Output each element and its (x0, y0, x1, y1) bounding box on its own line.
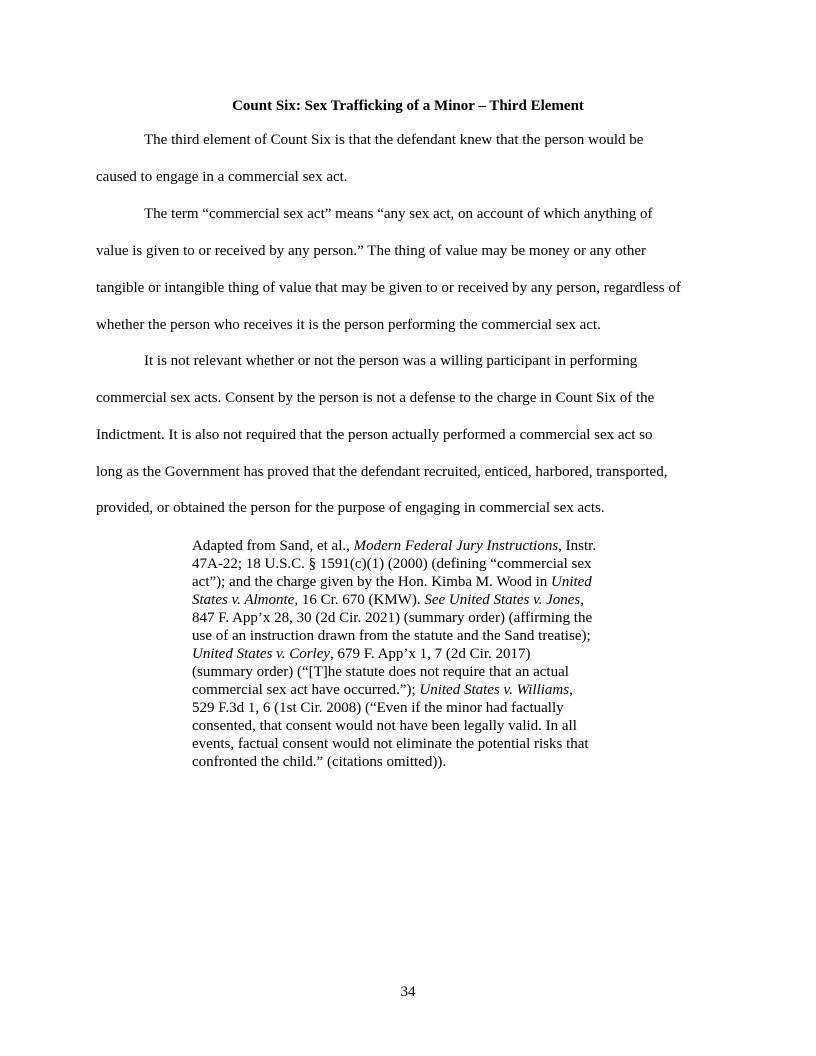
citation-italic: Modern Federal Jury Instructions (353, 538, 559, 554)
citation-line: commercial sex act have occurred.”); United States v. Williams, (192, 682, 573, 698)
paragraph-1-line-2: caused to engage in a commercial sex act. (96, 169, 348, 185)
citation-line: consented, that consent would not have been legally valid. In all (192, 718, 577, 734)
citation-line: act”); and the charge given by the Hon. Kimba M. Wood in United (192, 574, 592, 590)
paragraph-2-line-4: whether the person who receives it is the person performing the commercial sex act. (96, 317, 601, 333)
citation-line: events, factual consent would not eliminate the potential risks that (192, 736, 589, 752)
citation-italic: See United States v. Jones (424, 592, 581, 608)
citation-italic: United States v. Corley (192, 646, 331, 662)
citation-line: 529 F.3d 1, 6 (1st Cir. 2008) (“Even if the minor had factually (192, 700, 564, 716)
paragraph-2-line-1: The term “commercial sex act” means “any sex act, on account of which anything of (144, 206, 653, 222)
citation-line: use of an instruction drawn from the statute and the Sand treatise); (192, 628, 591, 644)
citation-italic: United States v. Williams (419, 682, 570, 698)
paragraph-3-line-2: commercial sex acts. Consent by the person is not a defense to the charge in Count Six of the (96, 390, 655, 406)
citation-italic: United (550, 574, 592, 590)
paragraph-3-line-3: Indictment. It is also not required that the person actually performed a commercial sex act so (96, 427, 653, 443)
citation-line: 47A-22; 18 U.S.C. § 1591(c)(1) (2000) (defining “commercial sex (192, 556, 592, 572)
paragraph-3-line-5: provided, or obtained the person for the purpose of engaging in commercial sex acts. (96, 500, 605, 516)
paragraph-2-line-2: value is given to or received by any person.” The thing of value may be money or any other (96, 243, 646, 259)
paragraph-1-line-1: The third element of Count Six is that the defendant knew that the person would be (144, 132, 644, 148)
citation-line: confronted the child.” (citations omitted)). (192, 754, 447, 770)
paragraph-2-line-3: tangible or intangible thing of value that may be given to or received by any person, regardless of (96, 280, 681, 296)
citation-italic: States v. Almonte (192, 592, 295, 608)
citation-line: States v. Almonte, 16 Cr. 670 (KMW). See United States v. Jones, (192, 592, 585, 608)
citation-line: Adapted from Sand, et al., Modern Federal Jury Instructions, Instr. (192, 538, 597, 554)
citation-block (192, 537, 632, 771)
section-heading: Count Six: Sex Trafficking of a Minor – Third Element (232, 98, 584, 114)
paragraph-3-line-1: It is not relevant whether or not the person was a willing participant in performing (144, 353, 638, 369)
citation-line: 847 F. App’x 28, 30 (2d Cir. 2021) (summary order) (affirming the (192, 610, 593, 626)
paragraph-3-line-4: long as the Government has proved that the defendant recruited, enticed, harbored, transported, (96, 464, 668, 480)
page-number: 34 (400, 984, 416, 1000)
citation-line: (summary order) (“[T]he statute does not require that an actual (192, 664, 569, 680)
citation-line: United States v. Corley, 679 F. App’x 1, 7 (2d Cir. 2017) (192, 646, 531, 662)
